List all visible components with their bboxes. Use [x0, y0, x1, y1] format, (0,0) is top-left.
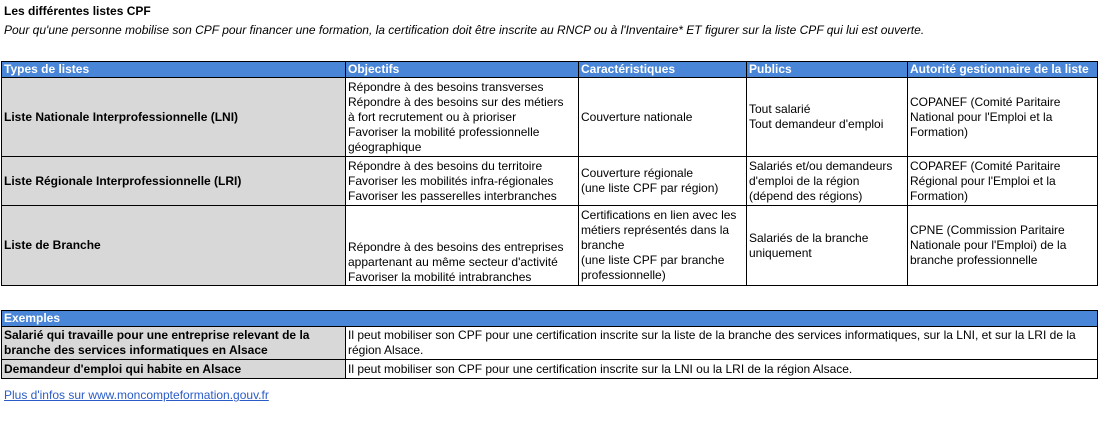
- text-line: Certifications en lien avec les: [581, 208, 737, 222]
- header-objectifs: Objectifs: [346, 62, 579, 78]
- more-info-link[interactable]: Plus d'infos sur www.moncompteformation.gouv.fr: [4, 388, 269, 402]
- cell-objectifs: [346, 206, 579, 286]
- header-caracteristiques: Caractéristiques: [579, 62, 747, 78]
- examples-header: Exemples: [2, 311, 1098, 327]
- text-line: Demandeur d'emploi qui habite en Alsace: [4, 361, 242, 376]
- header-types: Types de listes: [2, 62, 346, 78]
- text-line: Il peut mobiliser son CPF pour une certification inscrite sur la liste de la branche des services informatiques, sur la LNI, et sur la LRI de la: [348, 328, 1076, 342]
- table-row: [2, 206, 1098, 286]
- text-line: branche des services informatiques en Alsace: [4, 343, 268, 357]
- row-type-lni: Liste Nationale Interprofessionnelle (LNI): [2, 78, 346, 157]
- text-line: Formation): [910, 188, 969, 203]
- text-line: métiers représentés dans la: [581, 223, 730, 237]
- cell-caracteristiques: [579, 78, 747, 157]
- cell-caracteristiques: [579, 157, 747, 206]
- text-line: Répondre à des besoins sur des métiers: [348, 94, 564, 109]
- text-line: COPAREF (Comité Paritaire: [910, 158, 1061, 173]
- text-line: région Alsace.: [348, 343, 424, 357]
- text-line: COPANEF (Comité Paritaire: [910, 94, 1061, 109]
- cell-publics: [747, 206, 908, 286]
- text-line: Favoriser les passerelles interbranches: [348, 188, 557, 203]
- header-publics: Publics: [747, 62, 908, 78]
- example-text: [346, 327, 1098, 360]
- cell-objectifs: [346, 78, 579, 157]
- table-row: [2, 157, 1098, 206]
- example-text: [346, 360, 1098, 379]
- cell-publics: [747, 78, 908, 157]
- examples-table: [1, 310, 1098, 379]
- text-line: professionnelle): [581, 268, 666, 282]
- text-line: Tout demandeur d'emploi: [749, 117, 884, 131]
- text-line: Répondre à des besoins du territoire: [348, 158, 543, 173]
- table-row: [2, 78, 1098, 157]
- text-line: branche: [581, 238, 625, 252]
- examples-header-row: [2, 311, 1098, 327]
- text-line: Salariés de la branche: [749, 230, 869, 245]
- cell-objectifs: [346, 157, 579, 206]
- cell-autorite: [908, 78, 1098, 157]
- text-line: Salariés et/ou demandeurs: [749, 158, 893, 173]
- row-type-lri: Liste Régionale Interprofessionnelle (LRI): [2, 157, 346, 206]
- text-line: Répondre à des besoins des entreprises: [348, 240, 564, 254]
- page-title: Les différentes listes CPF: [4, 4, 151, 18]
- text-line: National pour l'Emploi et la: [910, 109, 1053, 124]
- text-line: Régional pour l'Emploi et la: [910, 173, 1056, 188]
- page-subtitle: Pour qu'une personne mobilise son CPF pour financer une formation, la certification doit être inscrite au RNCP ou à l'Inventaire* ET figurer sur la liste CPF qui lui est ouverte.: [4, 23, 925, 37]
- text-line: Formation): [910, 124, 969, 139]
- text-line: Favoriser les mobilités infra-régionales: [348, 173, 554, 188]
- text-line: (une liste CPF par branche: [581, 253, 725, 267]
- text-line: Tout salarié: [749, 102, 811, 116]
- table-row: [2, 360, 1098, 379]
- text-line: Répondre à des besoins transverses: [348, 79, 544, 94]
- cell-caracteristiques: [579, 206, 747, 286]
- cell-autorite: [908, 157, 1098, 206]
- text-line: branche professionnelle: [910, 253, 1038, 267]
- text-line: Favoriser la mobilité intrabranches: [348, 270, 532, 284]
- text-line: uniquement: [749, 245, 812, 260]
- text-line: Favoriser la mobilité professionnelle: [348, 124, 540, 139]
- header-autorite: Autorité gestionnaire de la liste: [908, 62, 1098, 78]
- row-type-branche: Liste de Branche: [2, 206, 346, 286]
- cell-publics: [747, 157, 908, 206]
- text-line: à fort recrutement ou à prioriser: [348, 109, 517, 124]
- text-line: appartenant au même secteur d'activité: [348, 255, 558, 269]
- text-line: Couverture nationale: [581, 109, 693, 124]
- text-line: (une liste CPF par région): [581, 181, 719, 195]
- text-line: (dépend des régions): [749, 188, 863, 203]
- text-line: géographique: [348, 139, 422, 154]
- text-line: CPNE (Commission Paritaire: [910, 223, 1065, 237]
- example-label: [2, 360, 346, 379]
- text-line: Nationale pour l'Emploi) de la: [910, 238, 1067, 252]
- example-label: [2, 327, 346, 360]
- text-line: Il peut mobiliser son CPF pour une certification inscrite sur la LNI ou la LRI de la région Alsace.: [348, 361, 853, 376]
- text-line: Couverture régionale: [581, 166, 694, 180]
- cell-autorite: [908, 206, 1098, 286]
- table-row: [2, 327, 1098, 360]
- text-line: Salarié qui travaille pour une entreprise relevant de la: [4, 328, 310, 342]
- cpf-lists-table: [1, 61, 1098, 286]
- table-header-row: [2, 62, 1098, 78]
- text-line: d'emploi de la région: [749, 173, 860, 188]
